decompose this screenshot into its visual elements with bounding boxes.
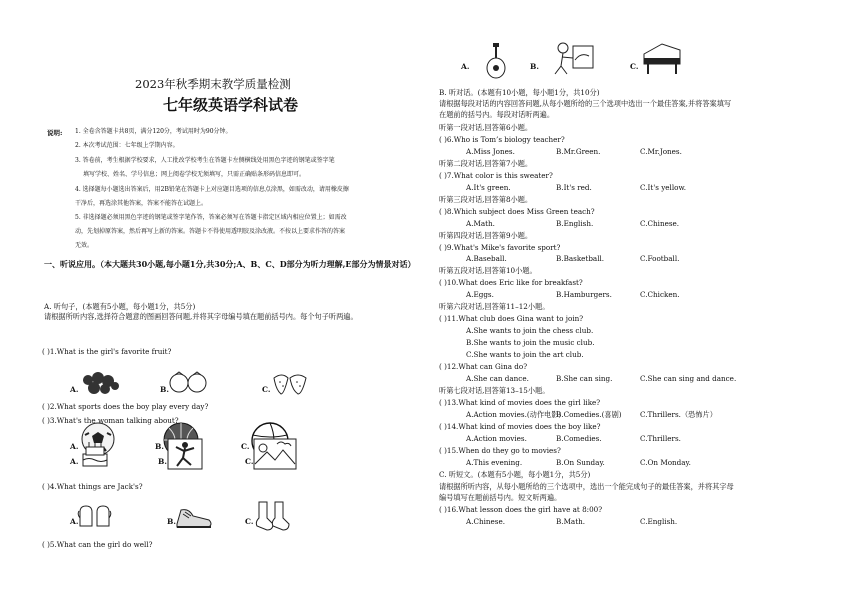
answer-option: B.Math. xyxy=(556,517,586,527)
question-line: ( )9.What's Mike's favorite sport? xyxy=(439,242,561,252)
partA-instruction: 请根据所听内容,选择符合题意的图画回答问题,并将其字母编号填在题前括号内。每个句子听两遍。 xyxy=(44,312,358,321)
q2-option-c: C. xyxy=(241,442,250,451)
question-3: ( )3.What's the woman talking about? xyxy=(42,416,179,425)
q3-option-b: B. xyxy=(158,457,167,466)
q1-option-b: B. xyxy=(160,385,169,394)
q2-option-b: B. xyxy=(155,442,164,451)
q2-option-a: A. xyxy=(70,442,79,451)
q1-option-a: A. xyxy=(70,385,79,394)
answer-option: B.Mr.Green. xyxy=(556,146,601,156)
q4-option-c: C. xyxy=(245,517,254,526)
section-heading: 听第二段对话,回答第7小题。 xyxy=(439,158,533,168)
piano-icon xyxy=(642,40,682,76)
partB-instruction-1: 请根据每段对话的内容回答问题,从每小题所给的三个选项中选出一个最佳答案,并将答案填写 xyxy=(439,99,732,108)
answer-option: C.She can sing and dance. xyxy=(640,373,737,383)
partA-heading: A. 听句子，(本题有5小题，每小题1分，共5分) xyxy=(44,302,196,311)
right-column xyxy=(430,0,860,595)
section-heading: 听第七段对话,回答第13–15小题。 xyxy=(439,385,550,395)
question-4: ( )4.What things are Jack's? xyxy=(42,482,143,491)
answer-option: B.Basketball. xyxy=(556,254,605,264)
section-heading: C. 听短文。(本题有5小题，每小题1分，共5分) xyxy=(439,469,591,479)
question-line: ( )8.Which subject does Miss Green teach? xyxy=(439,206,595,216)
note-line: 动，先划掉原答案，然后再写上新的答案。答题卡不得使用透明胶及涂改液。不按以上要求作答的答案 xyxy=(75,228,346,235)
answer-option: B.She wants to join the music club. xyxy=(466,338,595,348)
question-5: ( )5.What can the girl do well? xyxy=(42,540,153,549)
answer-option: B.Comedies.(喜剧) xyxy=(556,409,622,419)
answer-option: A.It's green. xyxy=(466,182,511,192)
section-heading: 听第一段对话,回答第6小题。 xyxy=(439,123,533,132)
guitar-icon xyxy=(482,42,512,80)
q5-option-b: B. xyxy=(530,62,539,71)
note-line: 填写学校、姓名、学号信息；网上阅卷学校无须填写，只需正确贴条形码信息即可。 xyxy=(83,171,306,178)
question-line: ( )10.What does Eric like for breakfast? xyxy=(439,278,583,288)
note-line: 3. 答卷前，考生根据学校要求，人工批改学校考生在答题卡左侧横线处用黑色字迹的钢笔或签字笔 xyxy=(75,157,335,164)
question-line: ( )6.Who is Tom’s biology teacher? xyxy=(439,134,565,144)
q4-option-b: B. xyxy=(167,517,176,526)
answer-option: A.She can dance. xyxy=(466,373,529,383)
shoes-icon xyxy=(175,502,215,530)
answer-option: B.It's red. xyxy=(556,182,592,192)
answer-option: A.This evening. xyxy=(466,457,523,467)
answer-option: B.Hamburgers. xyxy=(556,290,612,300)
birthday-cake-icon xyxy=(77,438,113,470)
note-line: 1. 全卷含答题卡共8页，满分120分，考试用时为90分钟。 xyxy=(75,128,232,135)
tomatoes-icon xyxy=(167,368,209,396)
landscape-icon xyxy=(253,438,297,470)
answer-option: C.Chicken. xyxy=(640,290,680,300)
answer-option: A.Eggs. xyxy=(466,290,494,300)
q4-option-a: A. xyxy=(70,517,79,526)
answer-option: C.Mr.Jones. xyxy=(640,146,682,156)
section-heading: 听第三段对话,回答第8小题。 xyxy=(439,194,533,204)
answer-option: C.Thrillers.（恐怖片） xyxy=(640,409,717,419)
section1-title: 一、听说应用。（本大题共30小题,每小题1分,共30分;A、B、C、D部分为听力理解,E部分为情景对话） xyxy=(44,259,416,269)
q1-option-c: C. xyxy=(262,385,271,394)
exam-subtitle: 七年级英语学科试卷 xyxy=(163,96,299,114)
note-line: 2. 本次考试范围：七年级上学期内容。 xyxy=(75,142,179,149)
section-heading: 请根据所听内容，从每小题所给的三个选项中，选出一个能完成句子的最佳答案，并将其字母 xyxy=(439,481,734,491)
question-2: ( )2.What sports does the boy play every day? xyxy=(42,402,209,411)
q5-option-c: C. xyxy=(630,62,639,71)
strawberries-icon xyxy=(270,368,310,396)
note-line: 无效。 xyxy=(75,242,94,249)
question-line: ( )12.What can Gina do? xyxy=(439,362,528,371)
answer-option: A.Action movies.(动作电影) xyxy=(466,409,562,419)
q5-option-a: A. xyxy=(461,62,470,71)
q3-option-a: A. xyxy=(70,457,79,466)
answer-option: C.English. xyxy=(640,517,678,527)
answer-option: A.Chinese. xyxy=(466,517,506,527)
girl-drawing-icon xyxy=(543,40,597,76)
dancing-figure-icon xyxy=(167,438,203,470)
notes-label: 说明: xyxy=(47,129,63,137)
question-line: ( )16.What lesson does the girl have at 8:00? xyxy=(439,505,603,515)
answer-option: C.She wants to join the art club. xyxy=(466,350,584,360)
answer-option: C.Thrillers. xyxy=(640,433,681,443)
answer-option: C.On Monday. xyxy=(640,457,691,467)
section-heading: 听第六段对话,回答第11–12小题。 xyxy=(439,302,550,312)
note-line: 干净后，再选涂其他答案，答案不能答在试题上。 xyxy=(75,200,208,207)
partB-heading: B. 听对话。(本题有10小题，每小题1分，共10分) xyxy=(439,88,600,97)
exam-title: 2023年秋季期末教学质量检测 xyxy=(135,77,291,91)
answer-option: B.English. xyxy=(556,218,594,228)
answer-option: C.It's yellow. xyxy=(640,182,687,192)
answer-option: A.Action movies. xyxy=(466,433,527,443)
answer-option: B.She can sing. xyxy=(556,373,613,383)
note-line: 4. 选择题每小题选出答案后，用2B铅笔在答题卡上对应题目选项的信息点涂黑，如需改动，请用橡皮擦 xyxy=(75,186,349,193)
note-line: 5. 非选择题必须用黑色字迹的钢笔或签字笔作答，答案必须写在答题卡指定区域内相应位置上；如需改 xyxy=(75,214,347,221)
grapes-icon xyxy=(78,368,122,396)
question-line: ( )14.What kind of movies does the boy like? xyxy=(439,421,601,431)
question-line: ( )11.What club does Gina want to join? xyxy=(439,314,584,324)
section-heading: 听第四段对话,回答第9小题。 xyxy=(439,230,533,240)
answer-option: A.Miss Jones. xyxy=(466,146,515,156)
answer-option: B.Comedies. xyxy=(556,433,602,443)
gloves-icon xyxy=(77,502,113,530)
section-heading: 编号填写在题前括号内。短文听两遍。 xyxy=(439,493,562,503)
question-line: ( )7.What color is this sweater? xyxy=(439,170,553,180)
socks-icon xyxy=(253,500,293,532)
question-1: ( )1.What is the girl's favorite fruit? xyxy=(42,347,172,356)
answer-option: B.On Sunday. xyxy=(556,457,605,467)
partB-instruction-2: 在题前的括号内。每段对话听两遍。 xyxy=(439,110,555,119)
answer-option: C.Chinese. xyxy=(640,218,680,228)
answer-option: A.Math. xyxy=(466,218,495,228)
answer-option: C.Football. xyxy=(640,254,680,264)
question-line: ( )15.When do they go to movies? xyxy=(439,445,561,455)
q3-option-c: C. xyxy=(245,457,254,466)
section-heading: 听第五段对话,回答第10小题。 xyxy=(439,266,537,276)
answer-option: A.Baseball. xyxy=(466,254,507,264)
answer-option: A.She wants to join the chess club. xyxy=(466,326,594,336)
question-line: ( )13.What kind of movies does the girl like? xyxy=(439,397,601,407)
